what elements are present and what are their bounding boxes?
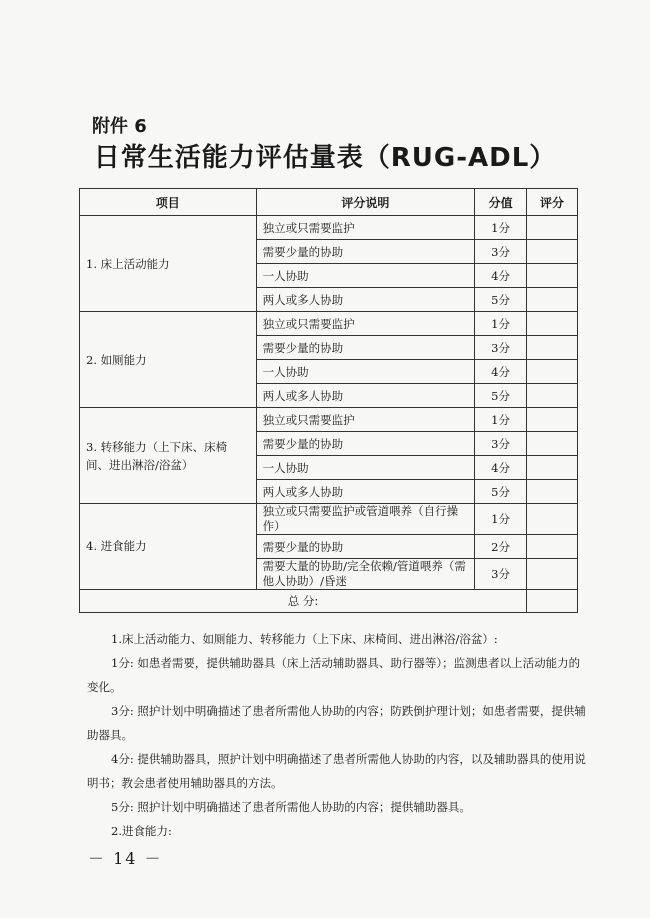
score-cell: 3分 xyxy=(475,559,527,590)
note-score-3: 3分: 照护计划中明确描述了患者所需他人协助的内容；防跌倒护理计划；如患者需要，提供辅助器具。 xyxy=(87,704,586,742)
rating-cell[interactable] xyxy=(527,360,578,384)
rating-cell[interactable] xyxy=(527,216,578,240)
rating-cell[interactable] xyxy=(527,432,578,456)
score-cell: 4分 xyxy=(475,360,527,384)
header-item: 项目 xyxy=(80,189,257,216)
rating-cell[interactable] xyxy=(527,312,578,336)
desc-cell: 独立或只需要监护 xyxy=(256,216,475,240)
desc-cell: 独立或只需要监护或管道喂养（自行操作） xyxy=(256,504,475,535)
rating-cell[interactable] xyxy=(527,336,578,360)
scoring-notes xyxy=(87,627,587,843)
score-cell: 3分 xyxy=(475,432,527,456)
table-row xyxy=(80,408,578,432)
desc-cell: 独立或只需要监护 xyxy=(256,408,475,432)
desc-cell: 一人协助 xyxy=(256,264,475,288)
rating-cell[interactable] xyxy=(527,559,578,590)
rating-cell[interactable] xyxy=(527,535,578,559)
desc-cell: 两人或多人协助 xyxy=(256,480,475,504)
header-rating: 评分 xyxy=(527,189,578,216)
score-cell: 5分 xyxy=(475,288,527,312)
note-score-4: 4分: 提供辅助器具，照护计划中明确描述了患者所需他人协助的内容，以及辅助器具的使用说明书；教会患者使用辅助器具的方法。 xyxy=(87,752,586,790)
table-row xyxy=(80,216,578,240)
rating-cell[interactable] xyxy=(527,408,578,432)
score-cell: 1分 xyxy=(475,312,527,336)
total-label: 总 分: xyxy=(80,590,527,613)
score-cell: 3分 xyxy=(475,336,527,360)
desc-cell: 一人协助 xyxy=(256,360,475,384)
notes-heading-2: 2.进食能力: xyxy=(111,824,172,838)
page-number: － 14 － xyxy=(88,849,163,868)
table-row xyxy=(80,504,578,535)
score-cell: 5分 xyxy=(475,480,527,504)
header-score: 分值 xyxy=(475,189,527,216)
desc-cell: 两人或多人协助 xyxy=(256,384,475,408)
item-eating: 4. 进食能力 xyxy=(80,504,257,590)
rating-cell[interactable] xyxy=(527,288,578,312)
desc-cell: 需要少量的协助 xyxy=(256,240,475,264)
score-cell: 4分 xyxy=(475,456,527,480)
rating-cell[interactable] xyxy=(527,480,578,504)
page-title: 日常生活能力评估量表（RUG-ADL） xyxy=(93,143,557,173)
table-header-row xyxy=(80,189,578,216)
score-cell: 2分 xyxy=(475,535,527,559)
total-rating-cell[interactable] xyxy=(527,590,578,613)
desc-cell: 需要少量的协助 xyxy=(256,432,475,456)
note-score-5: 5分: 照护计划中明确描述了患者所需他人协助的内容；提供辅助器具。 xyxy=(111,800,471,814)
item-bed-mobility: 1. 床上活动能力 xyxy=(80,216,257,312)
desc-cell: 需要大量的协助/完全依赖/管道喂养（需他人协助）/昏迷 xyxy=(256,559,475,590)
score-cell: 1分 xyxy=(475,504,527,535)
notes-heading-1: 1.床上活动能力、如厕能力、转移能力（上下床、床椅间、进出淋浴/浴盆）: xyxy=(111,632,498,646)
rating-cell[interactable] xyxy=(527,240,578,264)
attachment-label: 附件 6 xyxy=(92,116,147,137)
note-score-1: 1分: 如患者需要，提供辅助器具（床上活动辅助器具、助行器等）；监测患者以上活动能力的变化。 xyxy=(87,656,581,694)
rating-cell[interactable] xyxy=(527,264,578,288)
score-cell: 1分 xyxy=(475,408,527,432)
table-row xyxy=(80,312,578,336)
total-row xyxy=(80,590,578,613)
score-cell: 3分 xyxy=(475,240,527,264)
rating-cell[interactable] xyxy=(527,504,578,535)
desc-cell: 两人或多人协助 xyxy=(256,288,475,312)
desc-cell: 一人协助 xyxy=(256,456,475,480)
header-desc: 评分说明 xyxy=(256,189,475,216)
rating-cell[interactable] xyxy=(527,384,578,408)
rating-cell[interactable] xyxy=(527,456,578,480)
item-toileting: 2. 如厕能力 xyxy=(80,312,257,408)
score-cell: 5分 xyxy=(475,384,527,408)
desc-cell: 独立或只需要监护 xyxy=(256,312,475,336)
item-transfer: 3. 转移能力（上下床、床椅间、进出淋浴/浴盆） xyxy=(80,408,257,504)
desc-cell: 需要少量的协助 xyxy=(256,336,475,360)
desc-cell: 需要少量的协助 xyxy=(256,535,475,559)
score-cell: 1分 xyxy=(475,216,527,240)
adl-table xyxy=(79,188,578,613)
score-cell: 4分 xyxy=(475,264,527,288)
